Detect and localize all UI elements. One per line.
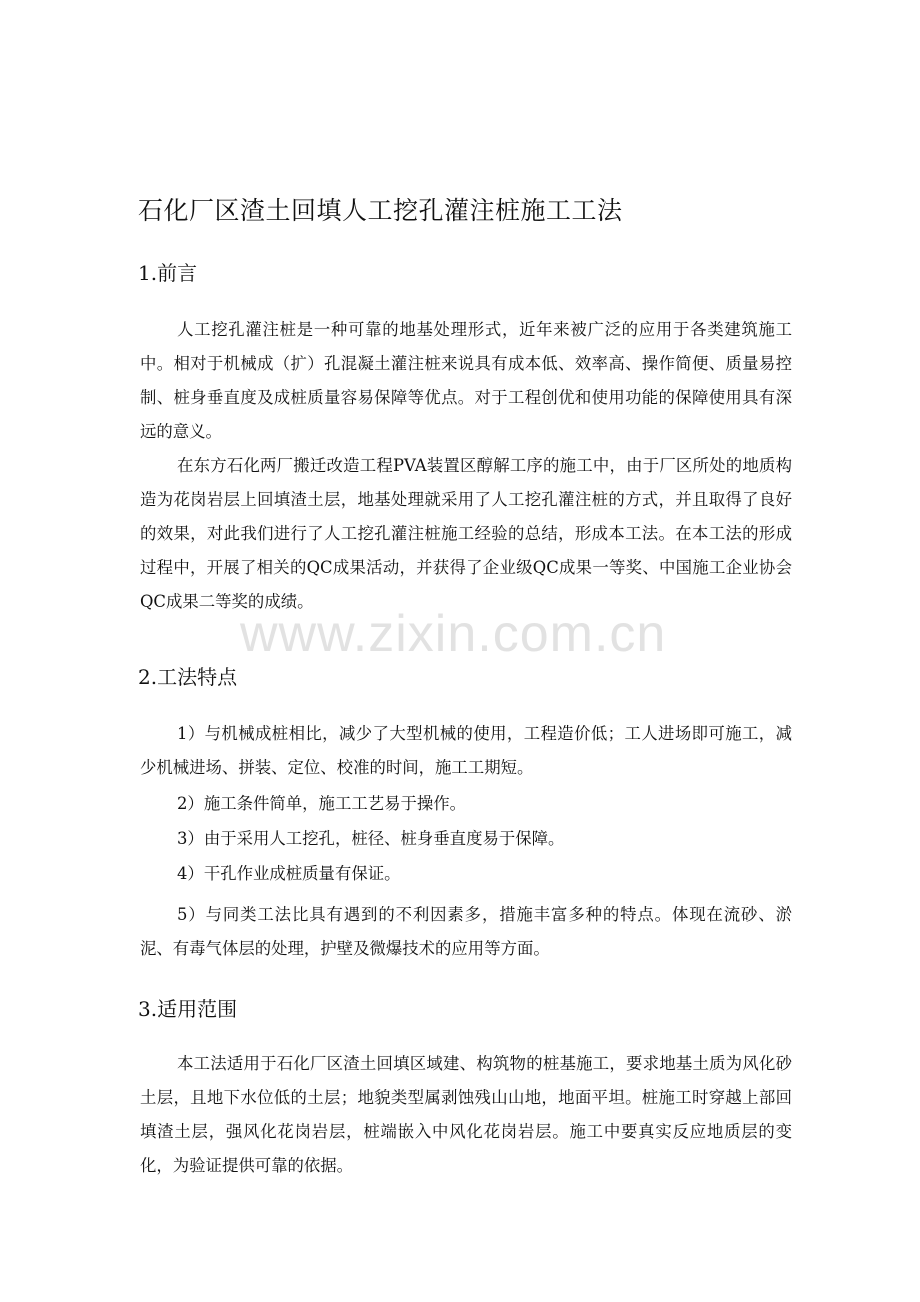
feature-item-2: 2）施工条件简单，施工工艺易于操作。 bbox=[177, 794, 467, 813]
paragraph-foreword-2: 在东方石化两厂搬迁改造工程PVA装置区醇解工序的施工中，由于厂区所处的地质构造为花岗岩层上回填渣土层，地基处理就采用了人工挖孔灌注桩的方式，并且取得了良好的效果，对此我们进行了人工挖孔灌注桩施工经验的总结，形成本工法。在本工法的形成过程中，开展了相关的QC成果活动，并获得了企业级QC成果一等奖、中国施工企业协会QC成果二等奖的成绩。 bbox=[140, 456, 792, 611]
watermark-text: www.zixin.com.cn bbox=[240, 605, 667, 663]
document-title: 石化厂区渣土回填人工挖孔灌注桩施工工法 bbox=[138, 196, 623, 225]
paragraph-scope-1: 本工法适用于石化厂区渣土回填区域建、构筑物的桩基施工，要求地基土质为风化砂土层，且地下水位低的土层；地貌类型属剥蚀残山山地，地面平坦。桩施工时穿越上部回填渣土层，强风化花岗岩层，桩端嵌入中风化花岗岩层。施工中要真实反应地质层的变化，为验证提供可靠的依据。 bbox=[140, 1054, 792, 1175]
section-heading-foreword: 1.前言 bbox=[138, 261, 198, 285]
paragraph-foreword-1: 人工挖孔灌注桩是一种可靠的地基处理形式，近年来被广泛的应用于各类建筑施工中。相对于机械成（扩）孔混凝土灌注桩来说具有成本低、效率高、操作简便、质量易控制、桩身垂直度及成桩质量容易保障等优点。对于工程创优和使用功能的保障使用具有深远的意义。 bbox=[140, 320, 792, 441]
section-heading-scope: 3.适用范围 bbox=[138, 997, 238, 1021]
feature-item-5: 5）与同类工法比具有遇到的不利因素多，措施丰富多种的特点。体现在流砂、淤泥、有毒气体层的处理，护壁及微爆技术的应用等方面。 bbox=[140, 905, 792, 958]
section-heading-features: 2.工法特点 bbox=[138, 665, 238, 689]
feature-item-3: 3）由于采用人工挖孔，桩径、桩身垂直度易于保障。 bbox=[177, 829, 565, 848]
feature-item-4: 4）干孔作业成桩质量有保证。 bbox=[177, 864, 401, 883]
feature-item-1: 1）与机械成桩相比，减少了大型机械的使用，工程造价低；工人进场即可施工，减少机械进场、拼装、定位、校准的时间，施工工期短。 bbox=[140, 724, 792, 777]
